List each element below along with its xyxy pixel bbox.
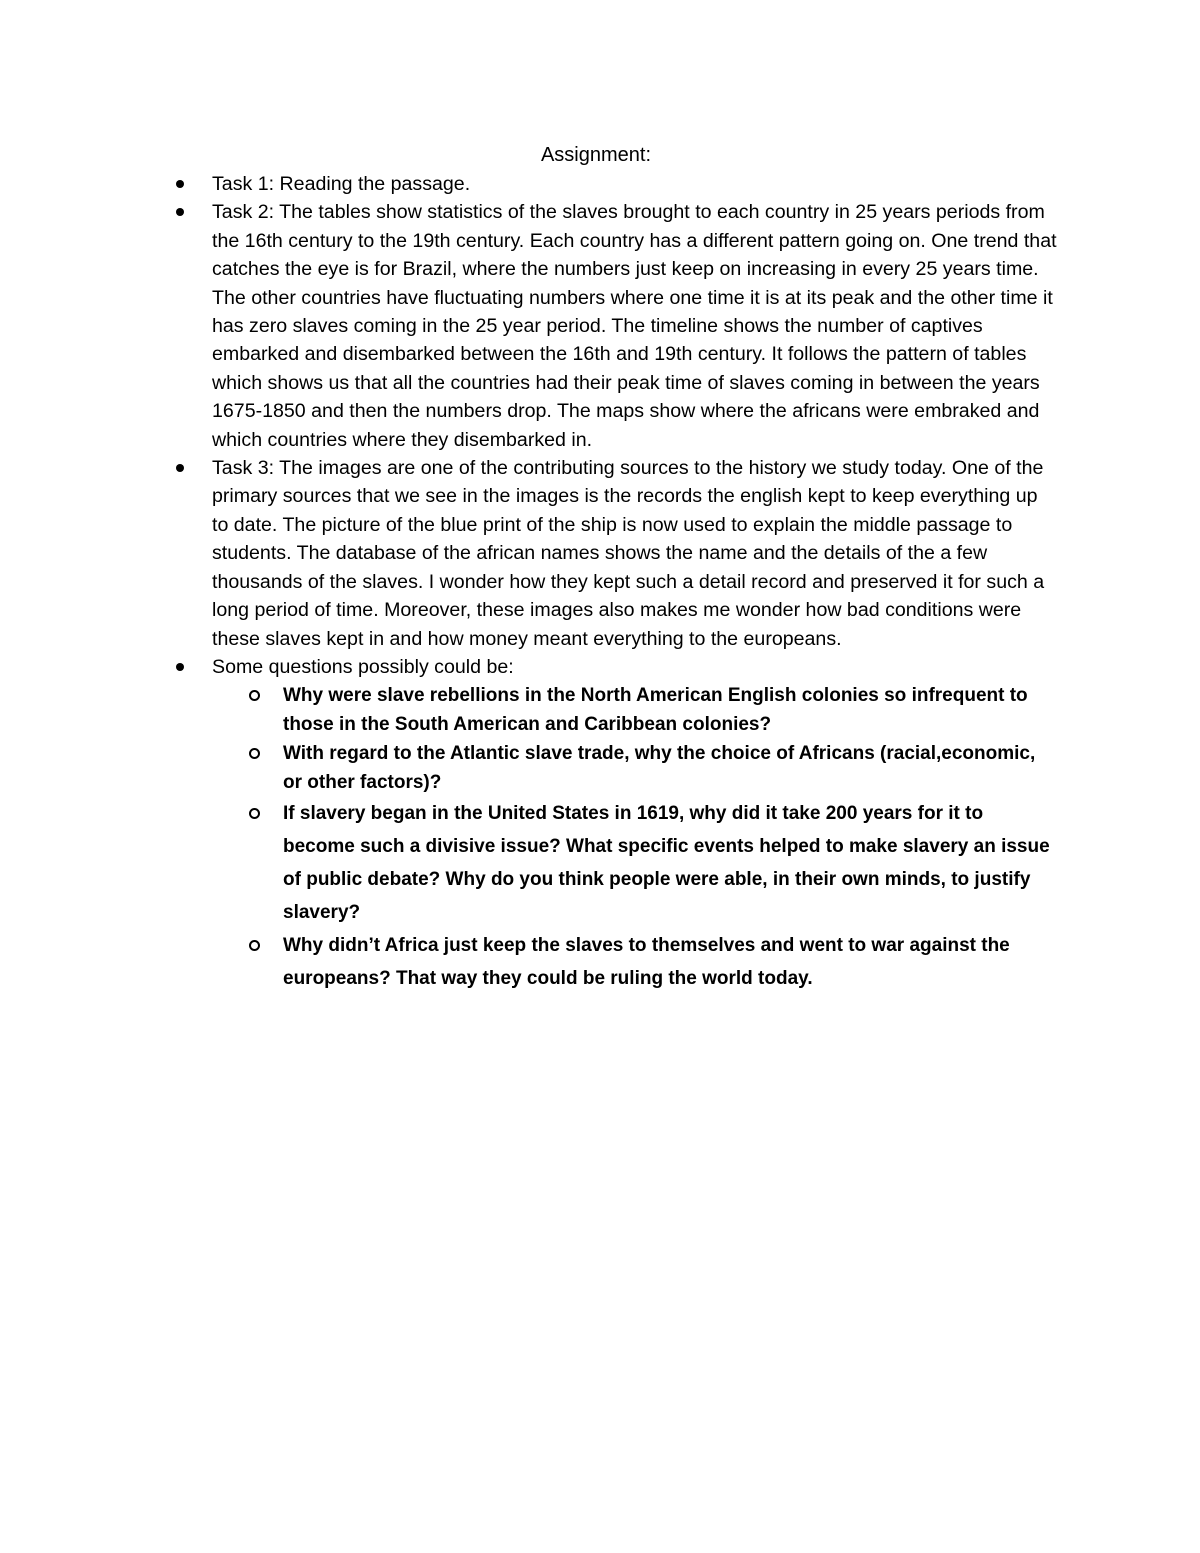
bullet-disc-icon — [176, 180, 184, 188]
question-item-2 — [212, 739, 1058, 797]
bullet-disc-icon — [176, 208, 184, 216]
bullet-circle-icon — [249, 940, 260, 951]
question-text: Why didn’t Africa just keep the slaves to themselves and went to war against the europeans? That way they could be ruling the world today. — [283, 935, 1010, 990]
document-title: Assignment: — [540, 144, 652, 166]
question-item-3 — [212, 797, 1058, 929]
task-text: Task 3: The images are one of the contributing sources to the history we study today. One of the primary sources that we see in the images is the records the english kept to keep everything up to date. The picture of the blue print of the ship is now used to explain the middle passage to students. The database of the african names shows the name and the details of the a few thousands of the slaves. I wonder how they kept such a detail record and preserved it for such a long period of time. Moreover, these images also makes me wonder how bad conditions were these slaves kept in and how money meant everything to the europeans. — [212, 457, 1045, 650]
task-text: Task 1: Reading the passage. — [212, 173, 471, 195]
task-item-4 — [0, 653, 1058, 995]
bullet-circle-icon — [249, 748, 260, 759]
question-text: With regard to the Atlantic slave trade, why the choice of Africans (racial,economic, or other factors)? — [283, 743, 1036, 794]
question-list — [212, 681, 1058, 995]
question-item-4 — [212, 929, 1058, 995]
task-text: Some questions possibly could be: — [212, 655, 514, 678]
bullet-circle-icon — [249, 808, 260, 819]
task-item-3 — [0, 454, 1058, 653]
task-item-2 — [0, 198, 1058, 454]
task-list — [0, 170, 1200, 995]
question-item-1 — [212, 681, 1058, 739]
task-item-1 — [0, 170, 1058, 198]
task-text: Task 2: The tables show statistics of the slaves brought to each country in 25 years periods from the 16th century to the 19th century. Each country has a different pattern going on. One trend that catches the eye is for Brazil, where the numbers just keep on increasing in every 25 years time. The other countries have fluctuating numbers where one time it is at its peak and the other time it has zero slaves coming in the 25 year period. The timeline shows the number of captives embarked and disembarked between the 16th and 19th century. It follows the pattern of tables which shows us that all the countries had their peak time of slaves coming in between the years 1675-1850 and then the numbers drop. The maps show where the africans were embraked and which countries where they disembarked in. — [212, 201, 1057, 451]
question-text: Why were slave rebellions in the North American English colonies so infrequent to those in the South American and Caribbean colonies? — [283, 685, 1028, 736]
bullet-circle-icon — [249, 690, 260, 701]
bullet-disc-icon — [176, 663, 184, 671]
question-text: If slavery began in the United States in 1619, why did it take 200 years for it to become such a divisive issue? What specific events helped to make slavery an issue of public debate? Why do you think people were able, in their own minds, to justify slavery? — [283, 803, 1050, 924]
bullet-disc-icon — [176, 464, 184, 472]
